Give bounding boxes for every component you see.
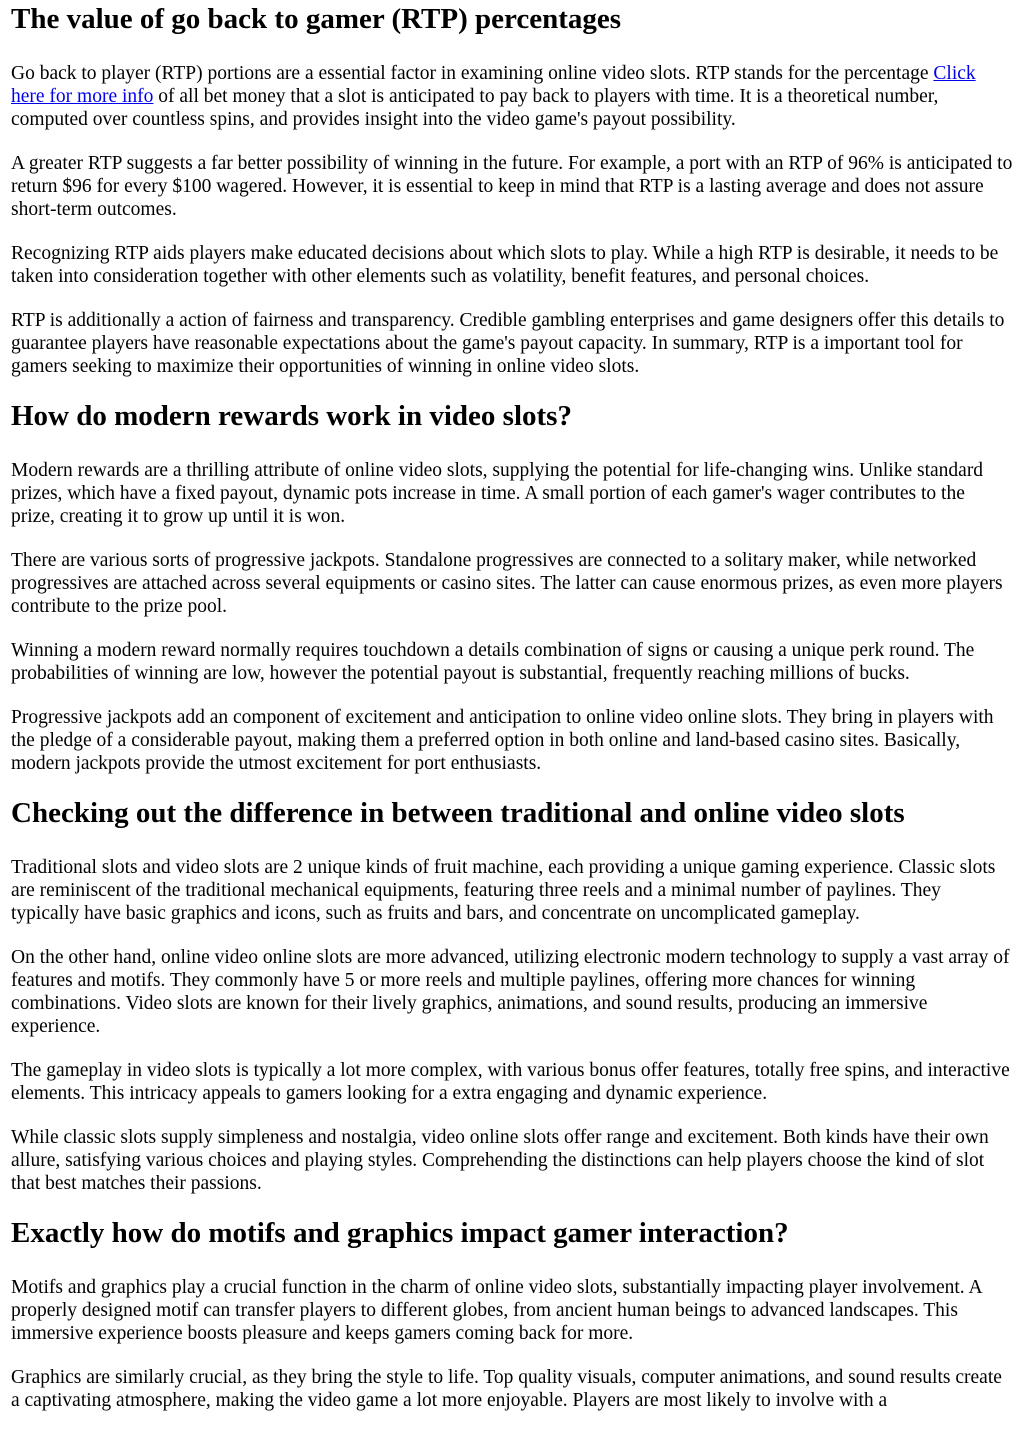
more-info-link[interactable]: Click here for more info <box>11 63 976 107</box>
paragraph: The gameplay in video slots is typically a lot more complex, with various bonus offer features, totally free spins, and interactive elements. This intricacy appeals to gamers looking for a extra engaging and dynamic experience. <box>11 1060 1010 1104</box>
paragraph: Traditional slots and video slots are 2 unique kinds of fruit machine, each providing a unique gaming experience. Classic slots are reminiscent of the traditional mechanical equipments, featuring three reels and a minimal number of paylines. They typically have basic graphics and icons, such as fruits and bars, and concentrate on uncomplicated gameplay. <box>11 857 996 924</box>
paragraph: Winning a modern reward normally requires touchdown a details combination of signs or causing a unique perk round. The probabilities of winning are low, however the potential payout is substantial, frequently reaching millions of bucks. <box>11 640 975 684</box>
paragraph: There are various sorts of progressive jackpots. Standalone progressives are connected to a solitary maker, while networked progressives are attached across several equipments or casino sites. The latter can cause enormous prizes, as even more players contribute to the prize pool. <box>11 550 1003 617</box>
section-heading-themes-graphics: Exactly how do motifs and graphics impact gamer interaction? <box>11 1217 789 1249</box>
paragraph: Graphics are similarly crucial, as they bring the style to life. Top quality visuals, computer animations, and sound results create a captivating atmosphere, making the video game a lot more enjoyable. Players are most likely to involve with a <box>11 1367 1002 1411</box>
paragraph: A greater RTP suggests a far better possibility of winning in the future. For example, a port with an RTP of 96% is anticipated to return $96 for every $100 wagered. However, it is essential to keep in mind that RTP is a lasting average and does not assure short-term outcomes. <box>11 153 1013 220</box>
paragraph: On the other hand, online video online slots are more advanced, utilizing electronic modern technology to supply a vast array of features and motifs. They commonly have 5 or more reels and multiple paylines, offering more chances for winning combinations. Video slots are known for their lively graphics, animations, and sound results, producing an immersive experience. <box>11 947 1010 1037</box>
section-heading-progressive: How do modern rewards work in video slots? <box>11 400 572 432</box>
paragraph: RTP is additionally a action of fairness and transparency. Credible gambling enterprises and game designers offer this details to guarantee players have reasonable expectations about the game's payout capacity. In summary, RTP is a important tool for gamers seeking to maximize their opportunities of winning in online video slots. <box>11 310 1005 377</box>
paragraph: Motifs and graphics play a crucial function in the charm of online video slots, substantially impacting player involvement. A properly designed motif can transfer players to different globes, from ancient human beings to advanced landscapes. This immersive experience boosts pleasure and keeps gamers coming back for more. <box>11 1277 982 1344</box>
paragraph: Progressive jackpots add an component of excitement and anticipation to online video online slots. They bring in players with the pledge of a considerable payout, making them a preferred option in both online and land-based casino sites. Basically, modern jackpots provide the utmost excitement for port enthusiasts. <box>11 707 994 774</box>
section-heading-rtp: The value of go back to gamer (RTP) percentages <box>11 3 622 35</box>
paragraph <box>11 62 1013 131</box>
paragraph: While classic slots supply simpleness and nostalgia, video online slots offer range and excitement. Both kinds have their own allure, satisfying various choices and playing styles. Comprehending the distinctions can help players choose the kind of slot that best matches their passions. <box>11 1127 989 1194</box>
article <box>0 2 1024 1412</box>
paragraph-text: of all bet money that a slot is anticipated to pay back to players with time. It is a theoretical number, computed over countless spins, and provides insight into the video game's payout possibility. <box>11 86 939 130</box>
paragraph: Modern rewards are a thrilling attribute of online video slots, supplying the potential for life-changing wins. Unlike standard prizes, which have a fixed payout, dynamic pots increase in time. A small portion of each gamer's wager contributes to the prize, creating it to grow up until it is won. <box>11 460 984 527</box>
section-heading-classic-vs-video: Checking out the difference in between traditional and online video slots <box>11 797 905 829</box>
paragraph: Recognizing RTP aids players make educated decisions about which slots to play. While a high RTP is desirable, it needs to be taken into consideration together with other elements such as volatility, benefit features, and personal choices. <box>11 243 999 287</box>
paragraph-text: Go back to player (RTP) portions are a essential factor in examining online video slots. RTP stands for the percentage <box>11 63 934 84</box>
